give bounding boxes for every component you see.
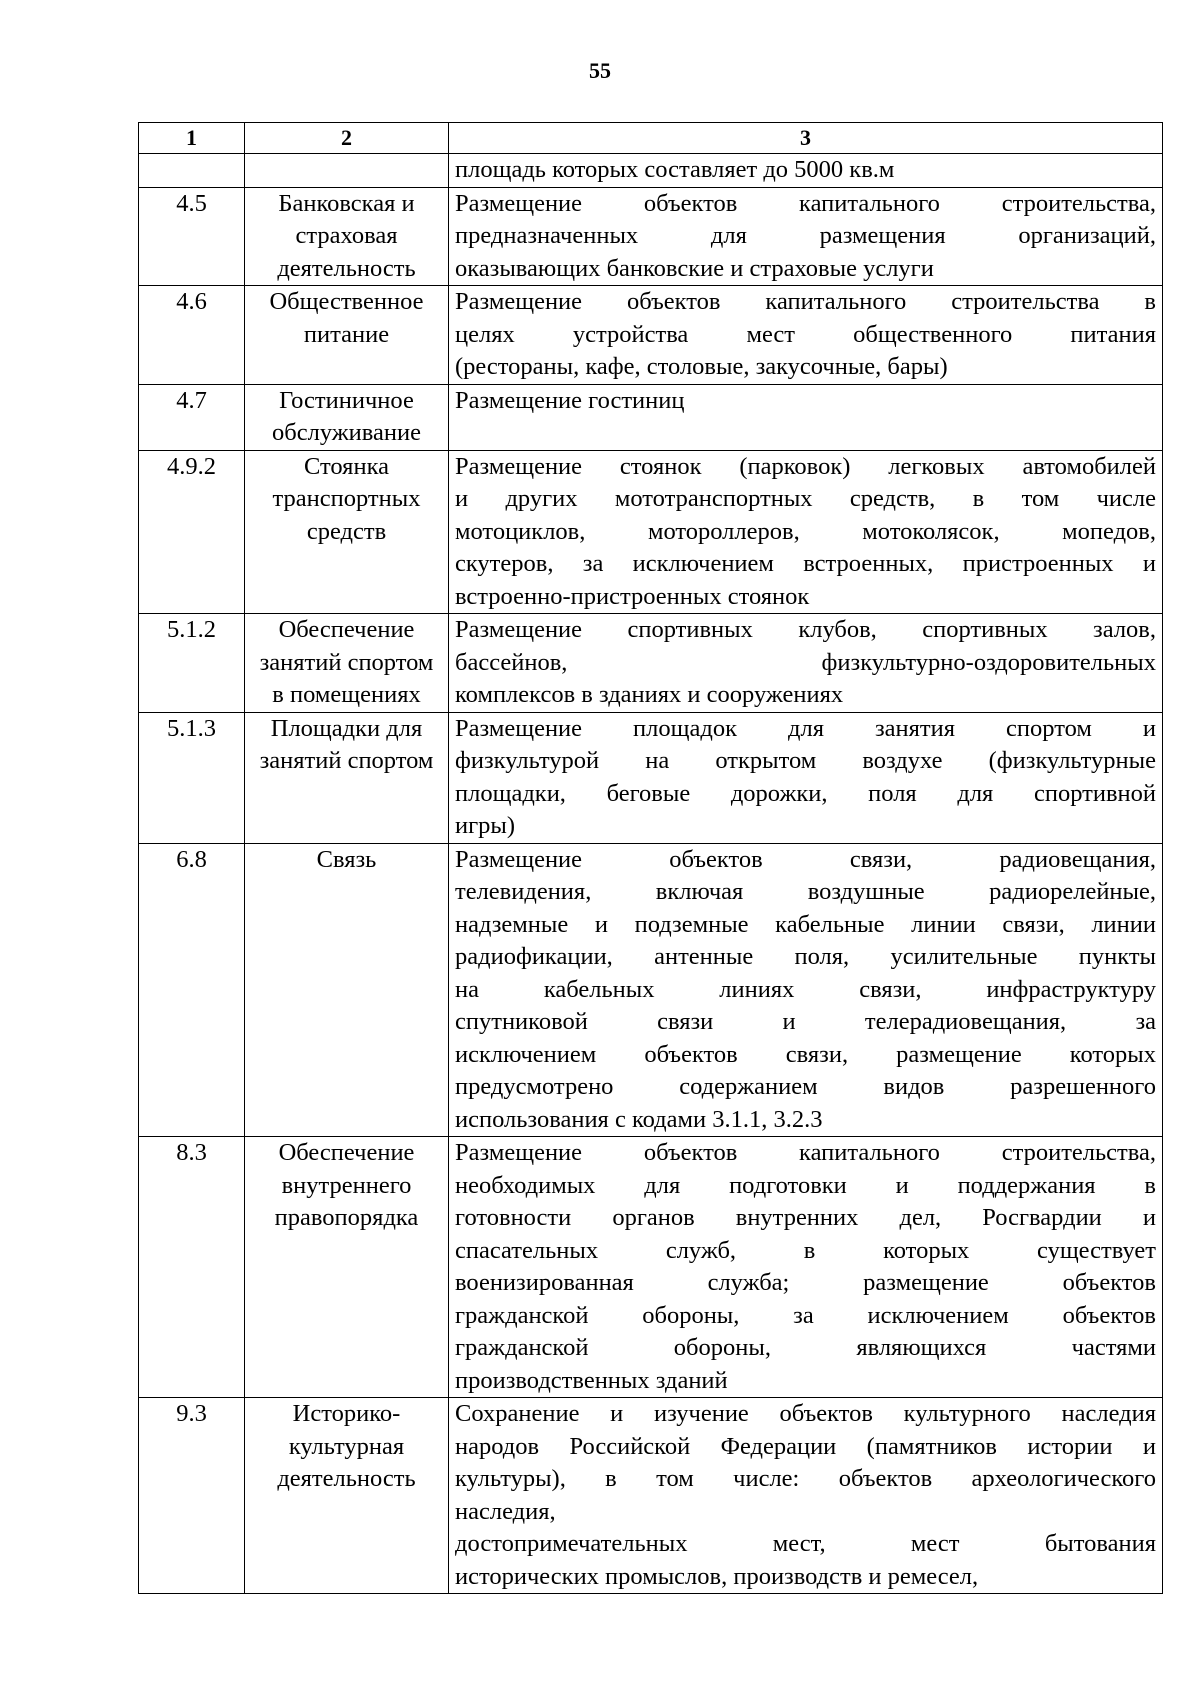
row-description xyxy=(449,1398,1163,1594)
description-line: исключением объектов связи, размещение которых xyxy=(455,1040,1156,1068)
land-use-table xyxy=(138,122,1163,1594)
description-line: надземные и подземные кабельные линии связи, линии xyxy=(455,910,1156,938)
row-code: 9.3 xyxy=(139,1398,245,1594)
row-name: Стоянка транспортных средств xyxy=(245,450,449,614)
description-line: культуры), в том числе: объектов археологического xyxy=(455,1465,1156,1492)
row-code: 4.7 xyxy=(139,384,245,450)
row-name: Гостиничное обслуживание xyxy=(245,384,449,450)
table-header-row xyxy=(139,123,1163,154)
description-line: бассейнов, физкультурно-оздоровительных xyxy=(455,648,1156,676)
row-description xyxy=(449,286,1163,385)
description-line: исторических промыслов, производств и ремесел, xyxy=(455,1562,979,1590)
table-row xyxy=(139,187,1163,286)
row-name: Связь xyxy=(245,843,449,1137)
description-line: Размещение объектов капитального строительства, xyxy=(455,1139,1156,1166)
description-line: радиофикации, антенные поля, усилительные пункты xyxy=(455,943,1156,970)
row-description xyxy=(449,384,1163,450)
description-line: готовности органов внутренних дел, Росгвардии и xyxy=(455,1204,1156,1231)
description-line: достопримечательных мест, мест бытования xyxy=(455,1530,1156,1557)
column-header-2: 2 xyxy=(245,123,449,154)
table-row xyxy=(139,450,1163,614)
table-row xyxy=(139,1137,1163,1398)
description-line: Размещение спортивных клубов, спортивных залов, xyxy=(455,616,1156,643)
description-line: спутниковой связи и телерадиовещания, за xyxy=(455,1008,1156,1035)
description-line: игры) xyxy=(455,812,516,839)
description-line: целях устройства мест общественного питания xyxy=(455,320,1156,348)
description-line: Размещение площадок для занятия спортом и xyxy=(455,714,1156,742)
row-name: Обеспечение занятий спортом в помещениях xyxy=(245,614,449,713)
table-row xyxy=(139,712,1163,843)
description-line: Размещение объектов капитального строительства в xyxy=(455,288,1156,315)
row-name: Банковская и страховая деятельность xyxy=(245,187,449,286)
row-description xyxy=(449,1137,1163,1398)
table-row xyxy=(139,843,1163,1137)
description-line: и других мототранспортных средств, в том числе xyxy=(455,485,1156,512)
description-line: Размещение гостиниц xyxy=(455,386,685,414)
description-line: площадь которых составляет до 5000 кв.м xyxy=(455,156,895,183)
row-description xyxy=(449,712,1163,843)
table-body xyxy=(139,154,1163,1594)
row-code: 4.6 xyxy=(139,286,245,385)
table-row xyxy=(139,154,1163,188)
description-line: Размещение стоянок (парковок) легковых автомобилей xyxy=(455,452,1156,480)
row-description xyxy=(449,614,1163,713)
row-name xyxy=(245,154,449,188)
description-line: спасательных служб, в которых существует xyxy=(455,1236,1156,1264)
description-line: оказывающих банковские и страховые услуги xyxy=(455,254,934,282)
description-line: Сохранение и изучение объектов культурного наследия xyxy=(455,1400,1156,1427)
description-line: использования с кодами 3.1.1, 3.2.3 xyxy=(455,1105,823,1133)
row-code xyxy=(139,154,245,188)
table-row xyxy=(139,286,1163,385)
column-header-1: 1 xyxy=(139,123,245,154)
description-line: встроенно-пристроенных стоянок xyxy=(455,582,810,610)
page-number: 55 xyxy=(589,58,611,83)
description-line: предусмотрено содержанием видов разрешенного xyxy=(455,1073,1156,1100)
column-header-3: 3 xyxy=(449,123,1163,154)
row-code: 6.8 xyxy=(139,843,245,1137)
description-line: необходимых для подготовки и поддержания в xyxy=(455,1171,1156,1199)
description-line: скутеров, за исключением встроенных, пристроенных и xyxy=(455,550,1156,577)
description-line: Размещение объектов капитального строительства, xyxy=(455,189,1156,217)
row-description xyxy=(449,843,1163,1137)
table-row xyxy=(139,384,1163,450)
description-line: производственных зданий xyxy=(455,1366,728,1394)
row-code: 4.9.2 xyxy=(139,450,245,614)
description-line: гражданской обороны, за исключением объектов xyxy=(455,1301,1156,1329)
row-name: Историко-культурная деятельность xyxy=(245,1398,449,1594)
row-name: Обеспечение внутреннего правопорядка xyxy=(245,1137,449,1398)
description-line: комплексов в зданиях и сооружениях xyxy=(455,681,844,708)
row-code: 5.1.3 xyxy=(139,712,245,843)
description-line: Размещение объектов связи, радиовещания, xyxy=(455,845,1156,873)
description-line: на кабельных линиях связи, инфраструктуру xyxy=(455,975,1156,1003)
row-description xyxy=(449,154,1163,188)
table-row xyxy=(139,1398,1163,1594)
description-line: (рестораны, кафе, столовые, закусочные, бары) xyxy=(455,353,948,380)
description-line: гражданской обороны, являющихся частями xyxy=(455,1334,1156,1361)
description-line: физкультурой на открытом воздухе (физкультурные xyxy=(455,747,1156,774)
description-line: предназначенных для размещения организаций, xyxy=(455,222,1156,249)
row-description xyxy=(449,450,1163,614)
description-line: площадки, беговые дорожки, поля для спортивной xyxy=(455,779,1156,807)
description-line: народов Российской Федерации (памятников истории и xyxy=(455,1432,1156,1460)
row-name: Общественное питание xyxy=(245,286,449,385)
row-code: 4.5 xyxy=(139,187,245,286)
row-code: 8.3 xyxy=(139,1137,245,1398)
description-line: телевидения, включая воздушные радиорелейные, xyxy=(455,878,1156,905)
row-code: 5.1.2 xyxy=(139,614,245,713)
description-line: военизированная служба; размещение объектов xyxy=(455,1269,1156,1296)
table-row xyxy=(139,614,1163,713)
description-line: мотоциклов, мотороллеров, мотоколясок, мопедов, xyxy=(455,517,1156,545)
row-description xyxy=(449,187,1163,286)
description-line: наследия, xyxy=(455,1497,556,1525)
row-name: Площадки для занятий спортом xyxy=(245,712,449,843)
